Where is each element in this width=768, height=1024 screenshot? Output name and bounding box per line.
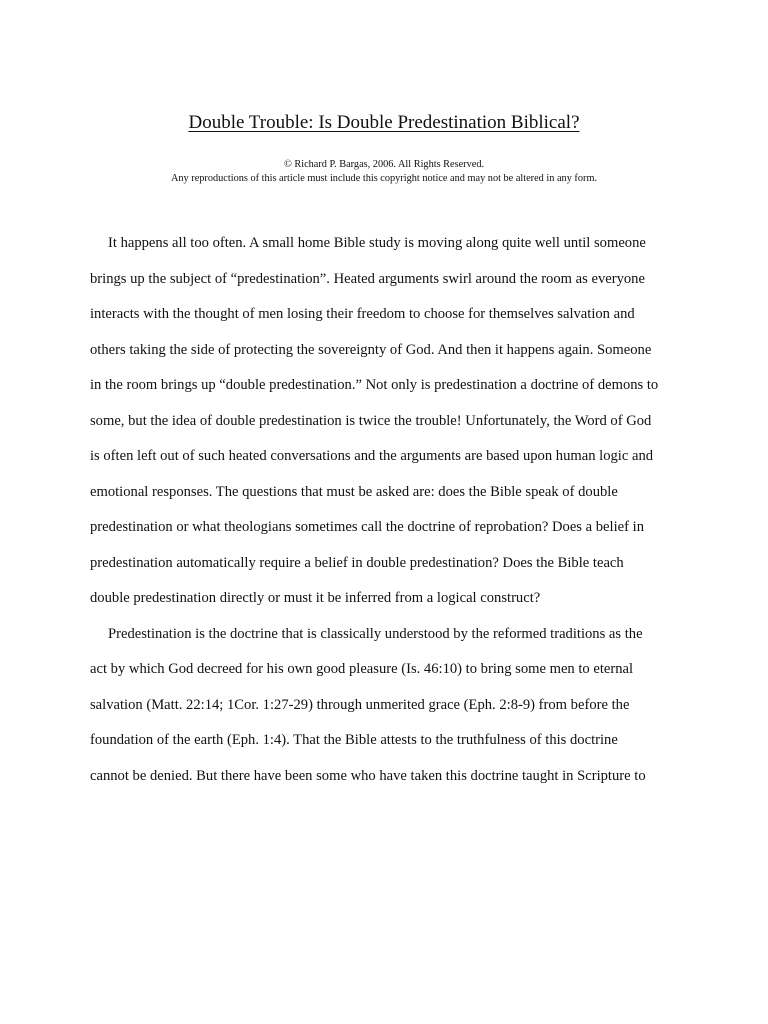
copyright-line: © Richard P. Bargas, 2006. All Rights Reserved. bbox=[283, 159, 485, 170]
text-line: predestination automatically require a belief in double predestination? Does the Bible teach bbox=[90, 554, 624, 571]
text-line: interacts with the thought of men losing their freedom to choose for themselves salvation and bbox=[90, 306, 635, 322]
reproduction-notice: Any reproductions of this article must include this copyright notice and may not be altered in any form. bbox=[170, 173, 598, 184]
text-line: Predestination is the doctrine that is classically understood by the reformed traditions as the bbox=[108, 625, 643, 642]
text-line: predestination or what theologians sometimes call the doctrine of reprobation? Does a belief in bbox=[90, 519, 644, 535]
text-line: double predestination directly or must it be inferred from a logical construct? bbox=[90, 590, 541, 606]
text-line: brings up the subject of “predestination”. Heated arguments swirl around the room as everyone bbox=[90, 270, 645, 287]
text-line: foundation of the earth (Eph. 1:4). That the Bible attests to the truthfulness of this doctrine bbox=[90, 732, 618, 748]
text-line: emotional responses. The questions that must be asked are: does the Bible speak of double bbox=[90, 483, 618, 500]
text-line: some, but the idea of double predestination is twice the trouble! Unfortunately, the Word of God bbox=[90, 412, 652, 429]
text-line: in the room brings up “double predestination.” Not only is predestination a doctrine of demons to bbox=[90, 377, 659, 393]
article-body bbox=[90, 232, 690, 800]
text-line: is often left out of such heated conversations and the arguments are based upon human logic and bbox=[90, 448, 654, 464]
text-line: cannot be denied. But there have been some who have taken this doctrine taught in Scripture to bbox=[90, 767, 646, 784]
text-line: others taking the side of protecting the sovereignty of God. And then it happens again. Someone bbox=[90, 341, 652, 358]
text-line: salvation (Matt. 22:14; 1Cor. 1:27-29) through unmerited grace (Eph. 2:8-9) from before the bbox=[90, 696, 630, 713]
text-line: act by which God decreed for his own good pleasure (Is. 46:10) to bring some men to eternal bbox=[90, 661, 634, 677]
document-title: Double Trouble: Is Double Predestination Biblical? bbox=[188, 112, 580, 133]
text-line: It happens all too often. A small home Bible study is moving along quite well until someone bbox=[108, 235, 646, 251]
